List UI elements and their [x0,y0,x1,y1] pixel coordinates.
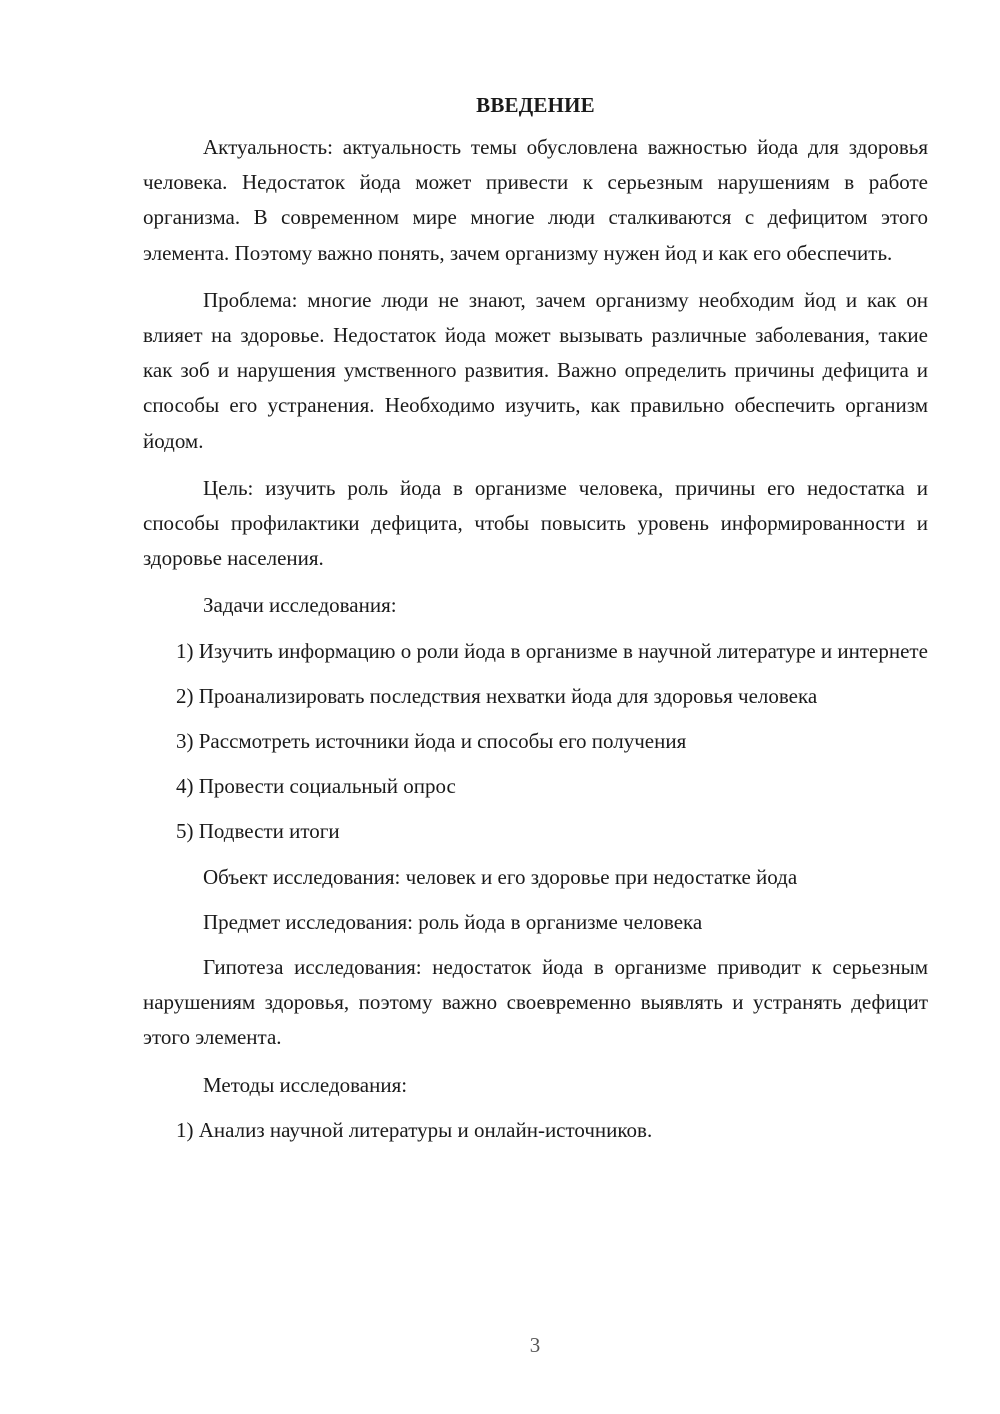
task-item-4: 4) Провести социальный опрос [176,774,456,799]
section-heading: ВВЕДЕНИЕ [476,93,595,117]
task-item-1: 1) Изучить информацию о роли йода в организме в научной литературе и интернете [176,638,928,663]
page-content [143,93,928,1158]
methods-heading: Методы исследования: [203,1072,408,1097]
problem-paragraph: Проблема: многие люди не знают, зачем организму необходим йод и как он влияет на здоровье. Недостаток йода может вызывать различные заболевания, такие как зоб и нарушения умственного развития. Важно определить причины дефицита и способы его устранения. Необходимо изучить, как правильно обеспечить организм йодом. [143,287,928,453]
subject-paragraph: Предмет исследования: роль йода в организме человека [203,909,703,934]
object-paragraph: Объект исследования: человек и его здоровье при недостатке йода [203,864,798,889]
task-item-2: 2) Проанализировать последствия нехватки йода для здоровья человека [176,683,818,708]
method-item-1: 1) Анализ научной литературы и онлайн-источников. [176,1117,653,1142]
tasks-heading: Задачи исследования: [203,593,397,618]
relevance-paragraph: Актуальность: актуальность темы обусловлена важностью йода для здоровья человека. Недостаток йода может привести к серьезным нарушениям в работе организма. В современном мире многие люди сталкиваются с дефицитом этого элемента. Поэтому важно понять, зачем организму нужен йод и как его обеспечить. [143,135,928,265]
goal-paragraph: Цель: изучить роль йода в организме человека, причины его недостатка и способы профилактики дефицита, чтобы повысить уровень информированности и здоровье населения. [143,475,928,571]
task-item-3: 3) Рассмотреть источники йода и способы его получения [176,729,687,754]
task-item-5: 5) Подвести итоги [176,819,340,844]
page-number: 3 [529,1333,541,1357]
hypothesis-paragraph: Гипотеза исследования: недостаток йода в организме приводит к серьезным нарушениям здоровья, поэтому важно своевременно выявлять и устранять дефицит этого элемента. [143,955,928,1050]
